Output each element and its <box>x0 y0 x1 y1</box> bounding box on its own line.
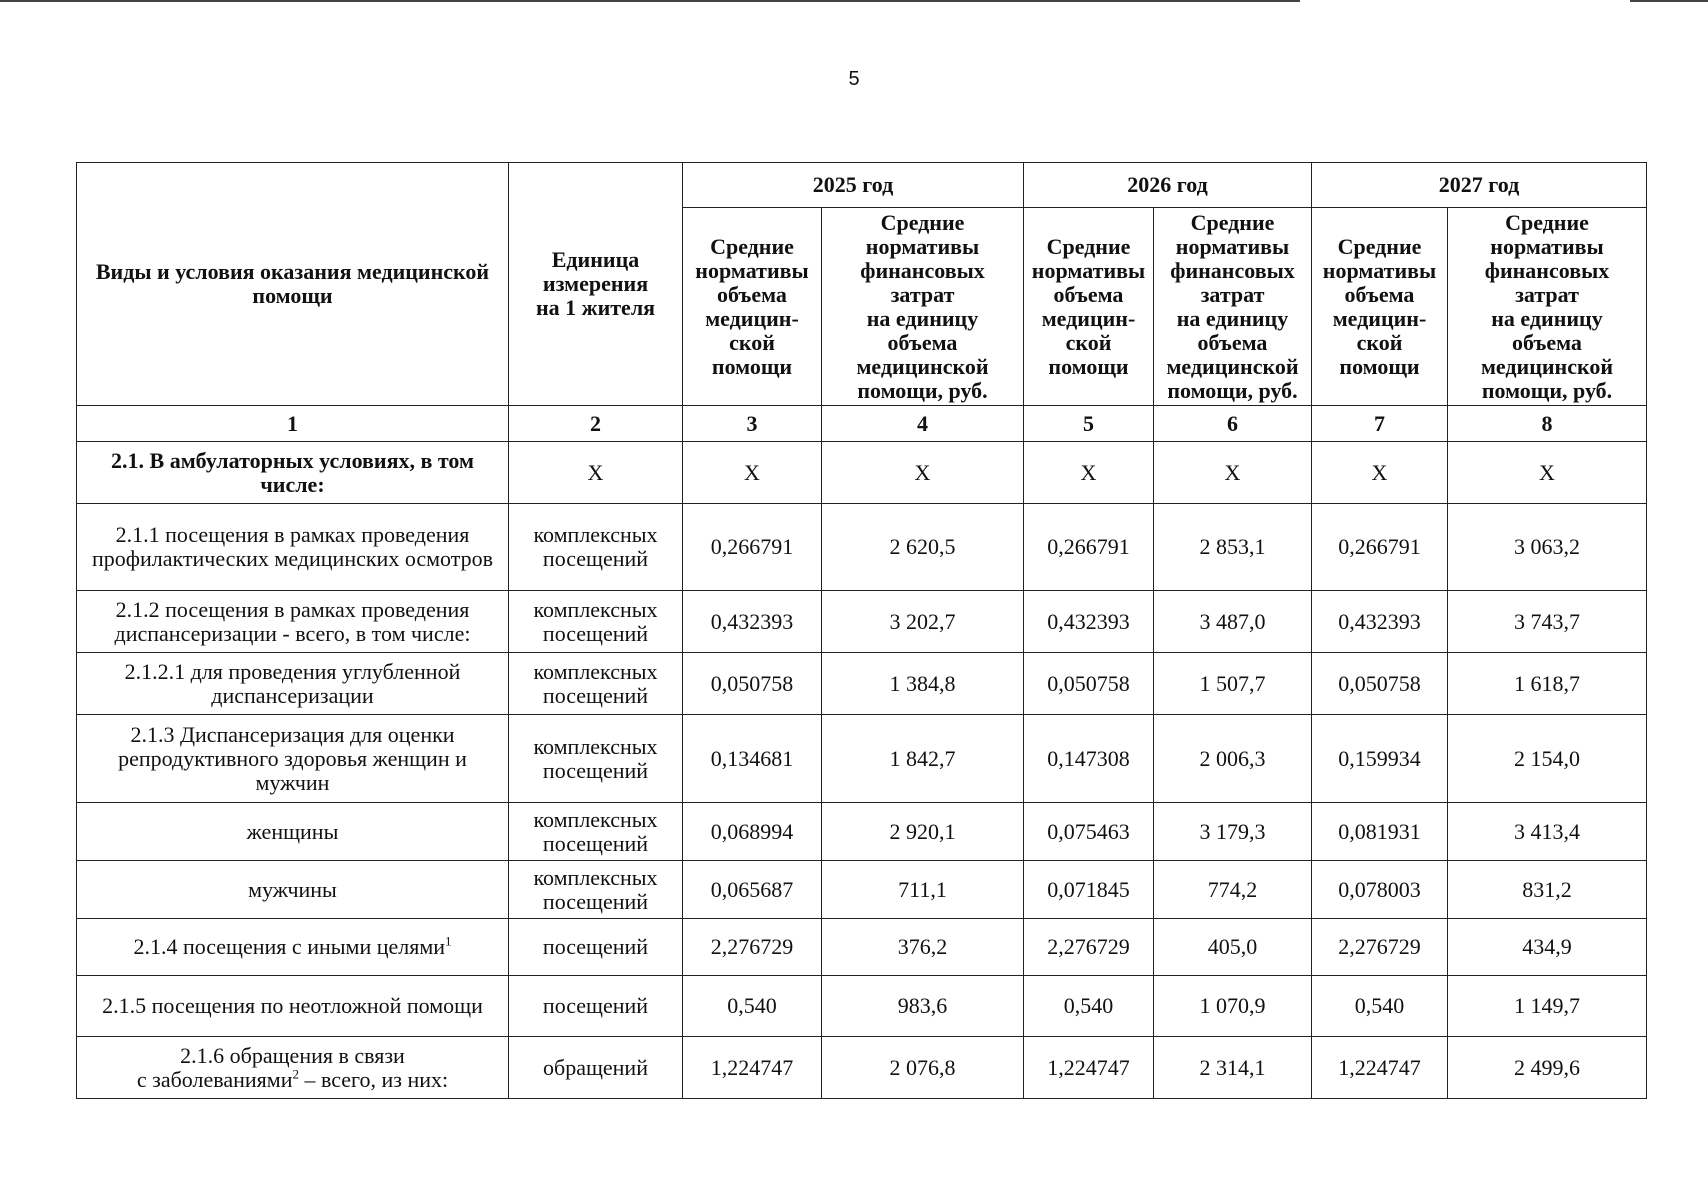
footnote-mark: 1 <box>445 933 452 949</box>
cell-value: 1 842,7 <box>822 715 1024 803</box>
column-number: 4 <box>822 406 1024 442</box>
column-number: 8 <box>1448 406 1647 442</box>
column-numbers-row <box>77 406 1647 442</box>
header-year-2027: 2027 год <box>1312 163 1647 208</box>
cell-value: 831,2 <box>1448 861 1647 919</box>
header-volume-norm: Средние нормативы объема медицин- ской помощи <box>1312 208 1448 406</box>
cell-value: 405,0 <box>1154 919 1312 976</box>
row-label <box>77 919 509 976</box>
row-label: 2.1.2.1 для проведения углубленной диспансеризации <box>77 653 509 715</box>
cell-value: 0,266791 <box>683 504 822 591</box>
cell-value: 434,9 <box>1448 919 1647 976</box>
cell-value: 2 920,1 <box>822 803 1024 861</box>
cell-value: 2 154,0 <box>1448 715 1647 803</box>
cell-value: 2 853,1 <box>1154 504 1312 591</box>
cell-value: 0,065687 <box>683 861 822 919</box>
header-unit-line: Единица <box>551 247 640 272</box>
row-label: 2.1.3 Диспансеризация для оценки репродуктивного здоровья женщин и мужчин <box>77 715 509 803</box>
header-year-2025: 2025 год <box>683 163 1024 208</box>
table-row <box>77 919 1647 976</box>
table-row <box>77 1037 1647 1099</box>
cell-value: 0,081931 <box>1312 803 1448 861</box>
cell-value: 0,071845 <box>1024 861 1154 919</box>
cell-value: Х <box>1024 442 1154 504</box>
cell-value: 1 149,7 <box>1448 976 1647 1037</box>
table-row <box>77 504 1647 591</box>
cell-value: 0,147308 <box>1024 715 1154 803</box>
row-unit: комплексных посещений <box>509 715 683 803</box>
row-unit: посещений <box>509 976 683 1037</box>
column-number: 3 <box>683 406 822 442</box>
cell-value: 3 202,7 <box>822 591 1024 653</box>
header-volume-norm: Средние нормативы объема медицин- ской помощи <box>683 208 822 406</box>
cell-value: 1 384,8 <box>822 653 1024 715</box>
row-label: мужчины <box>77 861 509 919</box>
cell-value: 2 620,5 <box>822 504 1024 591</box>
cell-value: 0,050758 <box>683 653 822 715</box>
normatives-table <box>76 162 1647 1099</box>
table-row <box>77 715 1647 803</box>
cell-value: 3 743,7 <box>1448 591 1647 653</box>
cell-value: 2 499,6 <box>1448 1037 1647 1099</box>
cell-value: 3 063,2 <box>1448 504 1647 591</box>
cell-value: 0,540 <box>683 976 822 1037</box>
cell-value: 711,1 <box>822 861 1024 919</box>
table-row <box>77 803 1647 861</box>
footnote-mark: 2 <box>292 1066 299 1082</box>
cell-value: 0,432393 <box>683 591 822 653</box>
row-label-text: 2.1.4 посещения с иными целями <box>133 934 446 959</box>
row-unit: комплексных посещений <box>509 653 683 715</box>
cell-value: 0,432393 <box>1024 591 1154 653</box>
cell-value: 0,050758 <box>1024 653 1154 715</box>
cell-value: 2 076,8 <box>822 1037 1024 1099</box>
row-unit: Х <box>509 442 683 504</box>
cell-value: Х <box>1448 442 1647 504</box>
table-row <box>77 861 1647 919</box>
cell-value: 1 507,7 <box>1154 653 1312 715</box>
row-label: женщины <box>77 803 509 861</box>
cell-value: 0,266791 <box>1312 504 1448 591</box>
row-unit: комплексных посещений <box>509 504 683 591</box>
column-number: 6 <box>1154 406 1312 442</box>
cell-value: 376,2 <box>822 919 1024 976</box>
header-unit-line: на 1 жителя <box>535 295 656 320</box>
cell-value: 0,075463 <box>1024 803 1154 861</box>
cell-value: 3 487,0 <box>1154 591 1312 653</box>
row-unit: обращений <box>509 1037 683 1099</box>
top-rule-right <box>1630 0 1708 2</box>
cell-value: 1 070,9 <box>1154 976 1312 1037</box>
cell-value: 3 179,3 <box>1154 803 1312 861</box>
cell-value: 0,068994 <box>683 803 822 861</box>
cell-value: 1,224747 <box>1024 1037 1154 1099</box>
header-care-types: Виды и условия оказания медицинской помощи <box>77 163 509 406</box>
header-cost-norm: Средние нормативы финансовых затрат на единицу объема медицинской помощи, руб. <box>1448 208 1647 406</box>
column-number: 7 <box>1312 406 1448 442</box>
cell-value: Х <box>822 442 1024 504</box>
column-number: 1 <box>77 406 509 442</box>
header-volume-norm: Средние нормативы объема медицин- ской помощи <box>1024 208 1154 406</box>
row-label-text: 2.1.6 обращения в связи <box>180 1042 405 1068</box>
cell-value: Х <box>1154 442 1312 504</box>
row-label: 2.1.2 посещения в рамках проведения диспансеризации - всего, в том числе: <box>77 591 509 653</box>
cell-value: 0,078003 <box>1312 861 1448 919</box>
row-label-text-2: с заболеваниями$^2$ – всего, из них: <box>136 1066 449 1092</box>
cell-value: 1,224747 <box>1312 1037 1448 1099</box>
page-number: 5 <box>848 68 860 90</box>
cell-value: 774,2 <box>1154 861 1312 919</box>
row-label: 2.1.5 посещения по неотложной помощи <box>77 976 509 1037</box>
table-row <box>77 653 1647 715</box>
cell-value: 0,266791 <box>1024 504 1154 591</box>
cell-value: 0,159934 <box>1312 715 1448 803</box>
row-unit: комплексных посещений <box>509 803 683 861</box>
cell-value: 0,050758 <box>1312 653 1448 715</box>
top-rule-left <box>0 0 1300 2</box>
cell-value: Х <box>1312 442 1448 504</box>
row-unit: комплексных посещений <box>509 591 683 653</box>
cell-value: 0,432393 <box>1312 591 1448 653</box>
cell-value: 0,134681 <box>683 715 822 803</box>
table-row <box>77 976 1647 1037</box>
row-label <box>77 1037 509 1099</box>
header-cost-norm: Средние нормативы финансовых затрат на единицу объема медицинской помощи, руб. <box>1154 208 1312 406</box>
row-unit: комплексных посещений <box>509 861 683 919</box>
row-label: 2.1. В амбулаторных условиях, в том числе: <box>77 442 509 504</box>
cell-value: 3 413,4 <box>1448 803 1647 861</box>
header-unit-line: измерения <box>542 271 649 296</box>
cell-value: 0,540 <box>1024 976 1154 1037</box>
table-row <box>77 442 1647 504</box>
cell-value: 2 006,3 <box>1154 715 1312 803</box>
header-unit <box>509 163 683 406</box>
column-number: 2 <box>509 406 683 442</box>
column-number: 5 <box>1024 406 1154 442</box>
cell-value: 983,6 <box>822 976 1024 1037</box>
cell-value: Х <box>683 442 822 504</box>
cell-value: 1,224747 <box>683 1037 822 1099</box>
cell-value: 2,276729 <box>1312 919 1448 976</box>
row-unit: посещений <box>509 919 683 976</box>
cell-value: 2 314,1 <box>1154 1037 1312 1099</box>
cell-value: 0,540 <box>1312 976 1448 1037</box>
cell-value: 2,276729 <box>683 919 822 976</box>
header-cost-norm: Средние нормативы финансовых затрат на единицу объема медицинской помощи, руб. <box>822 208 1024 406</box>
cell-value: 1 618,7 <box>1448 653 1647 715</box>
row-label: 2.1.1 посещения в рамках проведения профилактических медицинских осмотров <box>77 504 509 591</box>
table-row <box>77 591 1647 653</box>
cell-value: 2,276729 <box>1024 919 1154 976</box>
header-year-2026: 2026 год <box>1024 163 1312 208</box>
